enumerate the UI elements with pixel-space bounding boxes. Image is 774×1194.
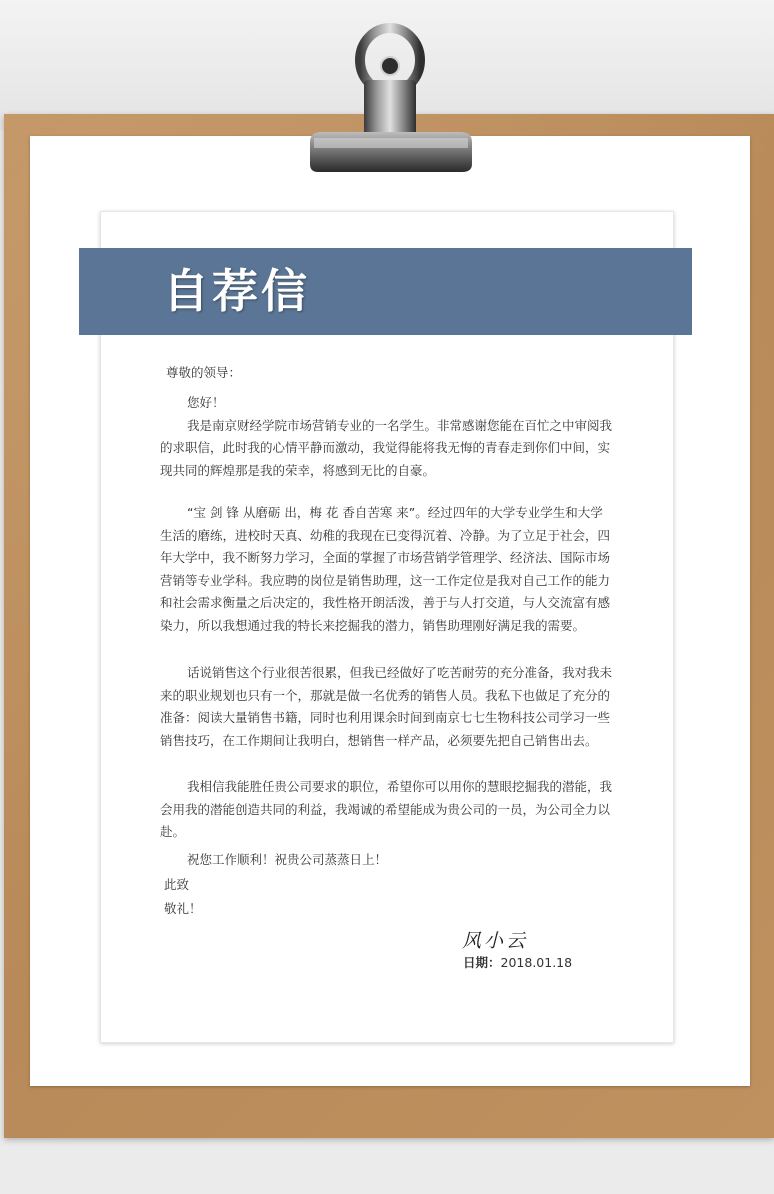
title-banner: [79, 248, 692, 335]
binder-clip-icon: [304, 20, 476, 180]
date-value: 2018.01.18: [500, 955, 573, 970]
date-label: 日期：: [463, 955, 501, 970]
closing-line-2: 敬礼！: [164, 901, 202, 916]
wish-line: 祝您工作顺利！祝贵公司蒸蒸日上！: [187, 852, 388, 867]
paragraph-greeting: 您好！ 我是南京财经学院市场营销专业的一名学生。非常感谢您能在百忙之中审阅我 的求职信，此时我的心情平静而激动，我觉得能将我无悔的青春走到你们中间，实 现共同的辉煌那是我的荣幸，将感到无比的自豪。: [160, 395, 613, 478]
paragraph-sales: 话说销售这个行业很苦很累，但我已经做好了吃苦耐劳的充分准备，我对我未 来的职业规划也只有一个，那就是做一名优秀的销售人员。我私下也做足了充分的 准备：阅读大量销售书籍，同时也利用课余时间到南京七七生物科技公司学习一些 销售技巧，在工作期间让我明白，想销售一样产品，必须要先把自己销售出去。: [160, 665, 613, 748]
paragraph-background: “宝 剑 锋 从磨砺 出，梅 花 香自苦寒 来”。经过四年的大学专业学生和大学 生活的磨练，进校时天真、幼稚的我现在已变得沉着、冷静。为了立足于社会，四 年大学中，我不断努力学习，全面的掌握了市场营销学管理学、经济法、国际市场 营销等专业学科。我应聘的岗位是销售助理，这一工作定位是我对自己工作的能力 和社会需求衡量之后决定的，我性格开朗活泼，善于与人打交道，与人交流富有感 染力，所以我想通过我的特长来挖掘我的潜力，销售助理刚好满足我的需要。: [160, 505, 611, 633]
page-title: 自荐信: [163, 264, 310, 318]
salutation: 尊敬的领导：: [166, 365, 242, 380]
signature: 风小云: [462, 930, 529, 952]
closing-line-1: 此致: [164, 877, 190, 892]
paragraph-conclusion: 我相信我能胜任贵公司要求的职位，希望你可以用你的慧眼挖掘我的潜能，我 会用我的潜能创造共同的利益，我竭诚的希望能成为贵公司的一员，为公司全力以 赴。: [160, 779, 613, 839]
date-line: [463, 953, 572, 971]
